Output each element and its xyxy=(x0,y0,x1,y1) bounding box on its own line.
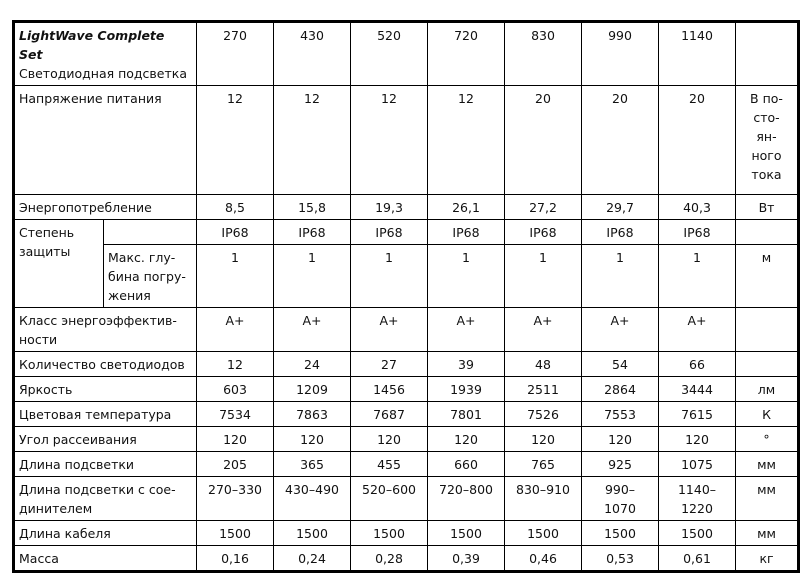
cable-row xyxy=(14,521,799,546)
cell-value: 15,8 xyxy=(274,195,351,220)
value-line: 990– xyxy=(604,482,636,497)
label-line: Степень xyxy=(19,225,75,240)
cell-value: 66 xyxy=(659,352,736,377)
spec-table xyxy=(12,20,800,573)
cell-value: 925 xyxy=(582,452,659,477)
cell-value: 27 xyxy=(351,352,428,377)
row-label: Масса xyxy=(14,546,197,572)
cell-value: 20 xyxy=(582,86,659,195)
cell-value: 12 xyxy=(197,86,274,195)
cell-value: A+ xyxy=(351,308,428,352)
depth-row xyxy=(14,245,799,308)
cell-value: 120 xyxy=(197,427,274,452)
length-row xyxy=(14,452,799,477)
cell-value: 39 xyxy=(428,352,505,377)
row-label-protection xyxy=(14,220,104,308)
model-270: 270 xyxy=(197,22,274,86)
cell-value: 1 xyxy=(582,245,659,308)
mass-row xyxy=(14,546,799,572)
unit-cell-empty xyxy=(736,308,799,352)
cell-value: 27,2 xyxy=(505,195,582,220)
cell-value: 7687 xyxy=(351,402,428,427)
cell-value: IP68 xyxy=(274,220,351,245)
cell-value: 120 xyxy=(505,427,582,452)
cell-value: 7553 xyxy=(582,402,659,427)
cell-value: 120 xyxy=(351,427,428,452)
brand-name: LightWave Complete Set xyxy=(19,28,165,62)
cell-value: IP68 xyxy=(197,220,274,245)
header-row xyxy=(14,22,799,86)
row-label: Количество светодиодов xyxy=(14,352,197,377)
cell-value: 120 xyxy=(582,427,659,452)
cell-value: 1500 xyxy=(659,521,736,546)
model-1140: 1140 xyxy=(659,22,736,86)
cell-value: 54 xyxy=(582,352,659,377)
brightness-row xyxy=(14,377,799,402)
cell-value: 1500 xyxy=(505,521,582,546)
cell-value: 7615 xyxy=(659,402,736,427)
label-line: бина погру- xyxy=(108,269,186,284)
unit-cell-empty xyxy=(736,352,799,377)
label-line: ности xyxy=(19,332,58,347)
cell-value: 520–600 xyxy=(351,477,428,521)
unit-line: ного xyxy=(751,148,782,163)
cell-value: 12 xyxy=(428,86,505,195)
led-count-row xyxy=(14,352,799,377)
spec-table-container xyxy=(12,20,800,573)
cell-value: 1075 xyxy=(659,452,736,477)
cell-value: 1 xyxy=(428,245,505,308)
model-830: 830 xyxy=(505,22,582,86)
row-label-length-connector xyxy=(14,477,197,521)
cell-value: 1939 xyxy=(428,377,505,402)
unit-cell: мм xyxy=(736,521,799,546)
row-label: Длина подсветки xyxy=(14,452,197,477)
cell-value: A+ xyxy=(582,308,659,352)
unit-cell: К xyxy=(736,402,799,427)
cell-value: 0,53 xyxy=(582,546,659,572)
cell-value: IP68 xyxy=(428,220,505,245)
label-line: жения xyxy=(108,288,151,303)
cell-value: 19,3 xyxy=(351,195,428,220)
row-label: Яркость xyxy=(14,377,197,402)
unit-line: В по- xyxy=(750,91,783,106)
cell-value: 0,61 xyxy=(659,546,736,572)
cell-value: 8,5 xyxy=(197,195,274,220)
value-line: 1140– xyxy=(677,482,717,497)
cell-value: 26,1 xyxy=(428,195,505,220)
model-430: 430 xyxy=(274,22,351,86)
cell-value: 1456 xyxy=(351,377,428,402)
unit-cell: мм xyxy=(736,452,799,477)
cell-value: A+ xyxy=(659,308,736,352)
cell-value-multiline xyxy=(582,477,659,521)
cell-value: 1500 xyxy=(428,521,505,546)
unit-cell: м xyxy=(736,245,799,308)
label-line: Класс энергоэффектив- xyxy=(19,313,177,328)
cell-value: 1500 xyxy=(197,521,274,546)
power-row xyxy=(14,195,799,220)
cell-value: IP68 xyxy=(582,220,659,245)
label-line: защиты xyxy=(19,244,71,259)
cell-value: 205 xyxy=(197,452,274,477)
cell-value: 1 xyxy=(274,245,351,308)
unit-line: ян- xyxy=(756,129,777,144)
cell-value: 1 xyxy=(505,245,582,308)
row-label: Напряжение питания xyxy=(14,86,197,195)
cell-value: IP68 xyxy=(351,220,428,245)
unit-line: сто- xyxy=(753,110,780,125)
label-line: динителем xyxy=(19,501,93,516)
cell-value: 1 xyxy=(659,245,736,308)
cell-value: 0,28 xyxy=(351,546,428,572)
cell-value: 0,24 xyxy=(274,546,351,572)
unit-cell: Вт xyxy=(736,195,799,220)
unit-cell-empty xyxy=(736,220,799,245)
cell-value: 20 xyxy=(505,86,582,195)
cell-value: 720–800 xyxy=(428,477,505,521)
cell-value: 40,3 xyxy=(659,195,736,220)
energy-class-row xyxy=(14,308,799,352)
product-subtitle: Светодиодная подсветка xyxy=(19,66,187,81)
cell-value: 765 xyxy=(505,452,582,477)
value-line: 1070 xyxy=(604,501,636,516)
cell-value: 1 xyxy=(197,245,274,308)
cell-value: 0,16 xyxy=(197,546,274,572)
cell-value: A+ xyxy=(274,308,351,352)
value-line: 1220 xyxy=(681,501,713,516)
unit-cell-empty xyxy=(736,22,799,86)
unit-cell: лм xyxy=(736,377,799,402)
model-990: 990 xyxy=(582,22,659,86)
unit-dc-volt xyxy=(736,86,799,195)
cell-value: 12 xyxy=(351,86,428,195)
cell-value: A+ xyxy=(505,308,582,352)
cell-value: 365 xyxy=(274,452,351,477)
unit-cell: ° xyxy=(736,427,799,452)
cell-value: IP68 xyxy=(659,220,736,245)
cell-value: IP68 xyxy=(505,220,582,245)
cell-value: 3444 xyxy=(659,377,736,402)
label-line: Длина подсветки с сое- xyxy=(19,482,176,497)
cell-value: 29,7 xyxy=(582,195,659,220)
unit-cell: мм xyxy=(736,477,799,521)
cell-value-multiline xyxy=(659,477,736,521)
beam-angle-row xyxy=(14,427,799,452)
header-title-cell xyxy=(14,22,197,86)
cell-value: 0,46 xyxy=(505,546,582,572)
cell-value: 1500 xyxy=(274,521,351,546)
row-label: Длина кабеля xyxy=(14,521,197,546)
cell-value: 48 xyxy=(505,352,582,377)
unit-cell: кг xyxy=(736,546,799,572)
cell-value: 12 xyxy=(197,352,274,377)
cell-value: 120 xyxy=(428,427,505,452)
cell-value: 12 xyxy=(274,86,351,195)
row-sublabel-depth xyxy=(104,245,197,308)
cell-value: 24 xyxy=(274,352,351,377)
cell-value: 603 xyxy=(197,377,274,402)
cell-value: 7534 xyxy=(197,402,274,427)
cell-value: 7801 xyxy=(428,402,505,427)
row-label-energy-class xyxy=(14,308,197,352)
row-label: Энергопотребление xyxy=(14,195,197,220)
model-520: 520 xyxy=(351,22,428,86)
voltage-row xyxy=(14,86,799,195)
color-temp-row xyxy=(14,402,799,427)
cell-value: 0,39 xyxy=(428,546,505,572)
cell-value: 660 xyxy=(428,452,505,477)
cell-value: 2864 xyxy=(582,377,659,402)
row-label: Цветовая температура xyxy=(14,402,197,427)
cell-value: 430–490 xyxy=(274,477,351,521)
cell-value: 20 xyxy=(659,86,736,195)
cell-value: 7863 xyxy=(274,402,351,427)
model-720: 720 xyxy=(428,22,505,86)
cell-value: A+ xyxy=(428,308,505,352)
cell-value: 1 xyxy=(351,245,428,308)
cell-value: A+ xyxy=(197,308,274,352)
row-label: Угол рассеивания xyxy=(14,427,197,452)
length-connector-row xyxy=(14,477,799,521)
cell-value: 7526 xyxy=(505,402,582,427)
protection-row xyxy=(14,220,799,245)
cell-value: 270–330 xyxy=(197,477,274,521)
cell-value: 1500 xyxy=(582,521,659,546)
empty-sub-label xyxy=(104,220,197,245)
cell-value: 455 xyxy=(351,452,428,477)
cell-value: 120 xyxy=(659,427,736,452)
cell-value: 1209 xyxy=(274,377,351,402)
label-line: Макс. глу- xyxy=(108,250,176,265)
cell-value: 120 xyxy=(274,427,351,452)
cell-value: 830–910 xyxy=(505,477,582,521)
cell-value: 2511 xyxy=(505,377,582,402)
unit-line: тока xyxy=(751,167,782,182)
cell-value: 1500 xyxy=(351,521,428,546)
